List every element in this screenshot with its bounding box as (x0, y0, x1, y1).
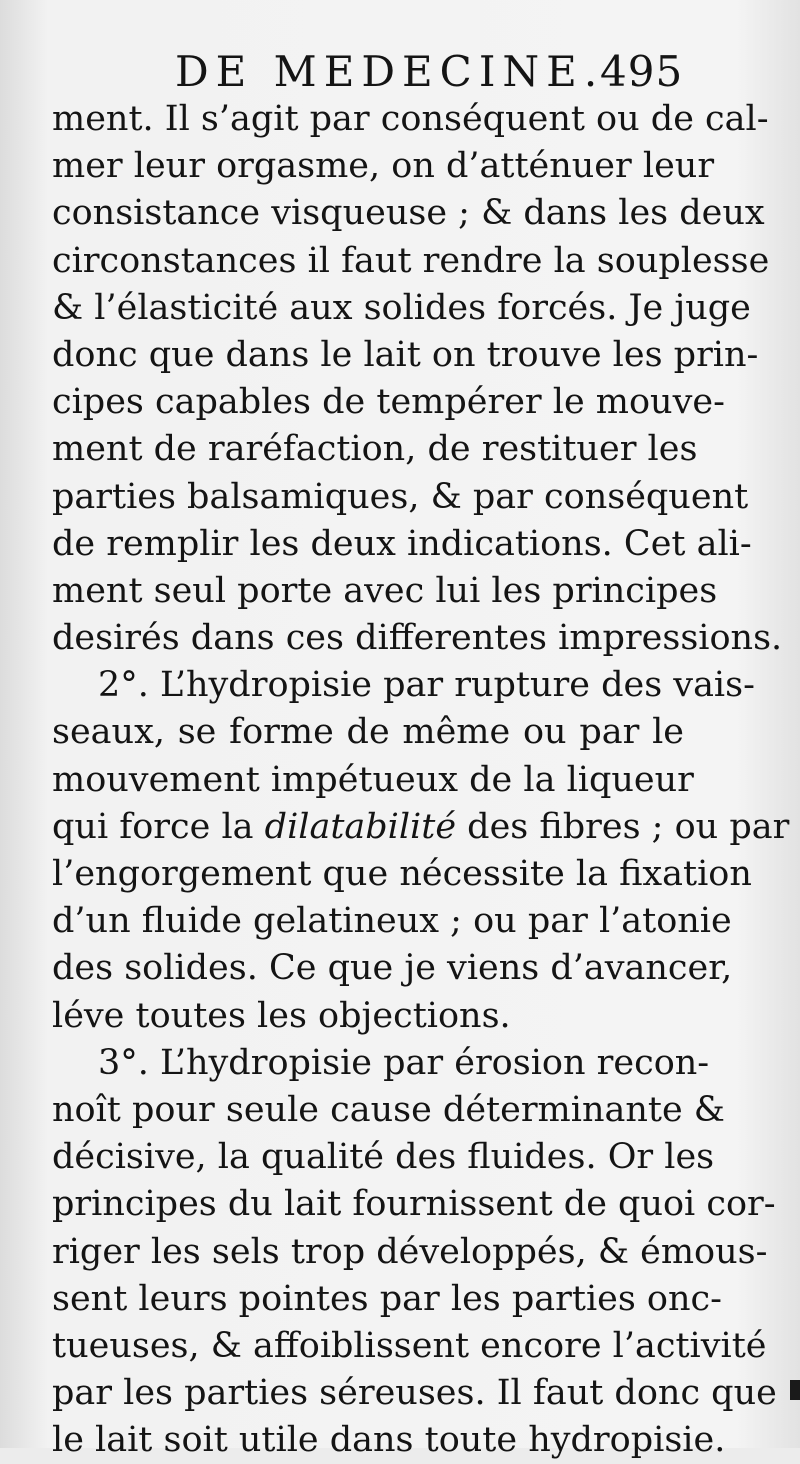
text-line: de remplir les deux indications. Cet ali- (52, 523, 752, 564)
page-number: 495 (600, 47, 684, 96)
text-line: décisive, la qualité des fluides. Or les (52, 1137, 715, 1178)
text-line: 2°. L’hydropisie par rupture des vais- (98, 665, 755, 706)
italic-term: dilatabilité (264, 806, 457, 847)
text-line: l’engorgement que nécessite la fixation (52, 854, 752, 894)
text-line: ment. Il s’agit par conséquent ou de cal- (52, 99, 769, 139)
page-edge-mark (790, 1380, 800, 1400)
text-line: par les parties séreuses. Il faut donc que (52, 1373, 777, 1414)
running-head-title: DE MEDECINE. (175, 47, 605, 96)
text-line: des solides. Ce que je viens d’avancer, (52, 948, 733, 989)
text-line: riger les sels trop développés, & émous- (52, 1231, 768, 1272)
running-head (0, 42, 800, 102)
text-line: seaux, se forme de même ou par le (52, 712, 684, 753)
text-line-with-italic (52, 804, 790, 851)
text-line: le lait soit utile dans toute hydropisie. (52, 1420, 726, 1461)
text-line: cipes capables de tempérer le mouve- (52, 382, 725, 423)
body-text (52, 96, 790, 1464)
text-line: mouvement impétueux de la liqueur (52, 759, 694, 800)
text-line: mer leur orgasme, on d’atténuer leur (52, 146, 715, 187)
text-line: donc que dans le lait on trouve les prin- (52, 334, 759, 375)
text-line: ment seul porte avec lui les principes (52, 570, 718, 611)
text-line: noît pour seule cause déterminante & (52, 1089, 725, 1130)
text-segment: qui force la (52, 806, 254, 847)
text-line: principes du lait fournissent de quoi cor- (52, 1184, 776, 1225)
text-segment: des fibres ; ou par (467, 806, 790, 847)
text-line: circonstances il faut rendre la souplesse (52, 240, 770, 281)
text-line: 3°. L’hydropisie par érosion recon- (98, 1042, 710, 1083)
text-line: ment de raréfaction, de restituer les (52, 429, 698, 470)
text-line: léve toutes les objections. (52, 995, 511, 1036)
text-line: parties balsamiques, & par conséquent (52, 476, 749, 517)
text-line: sent leurs pointes par les parties onc- (52, 1278, 722, 1319)
text-line: consistance visqueuse ; & dans les deux (52, 193, 765, 234)
text-line: tueuses, & affoiblissent encore l’activité (52, 1325, 767, 1366)
text-line: desirés dans ces differentes impressions. (52, 618, 783, 659)
text-line: & l’élasticité aux solides forcés. Je juge (52, 287, 751, 328)
text-line: d’un fluide gelatineux ; ou par l’atonie (52, 901, 732, 942)
